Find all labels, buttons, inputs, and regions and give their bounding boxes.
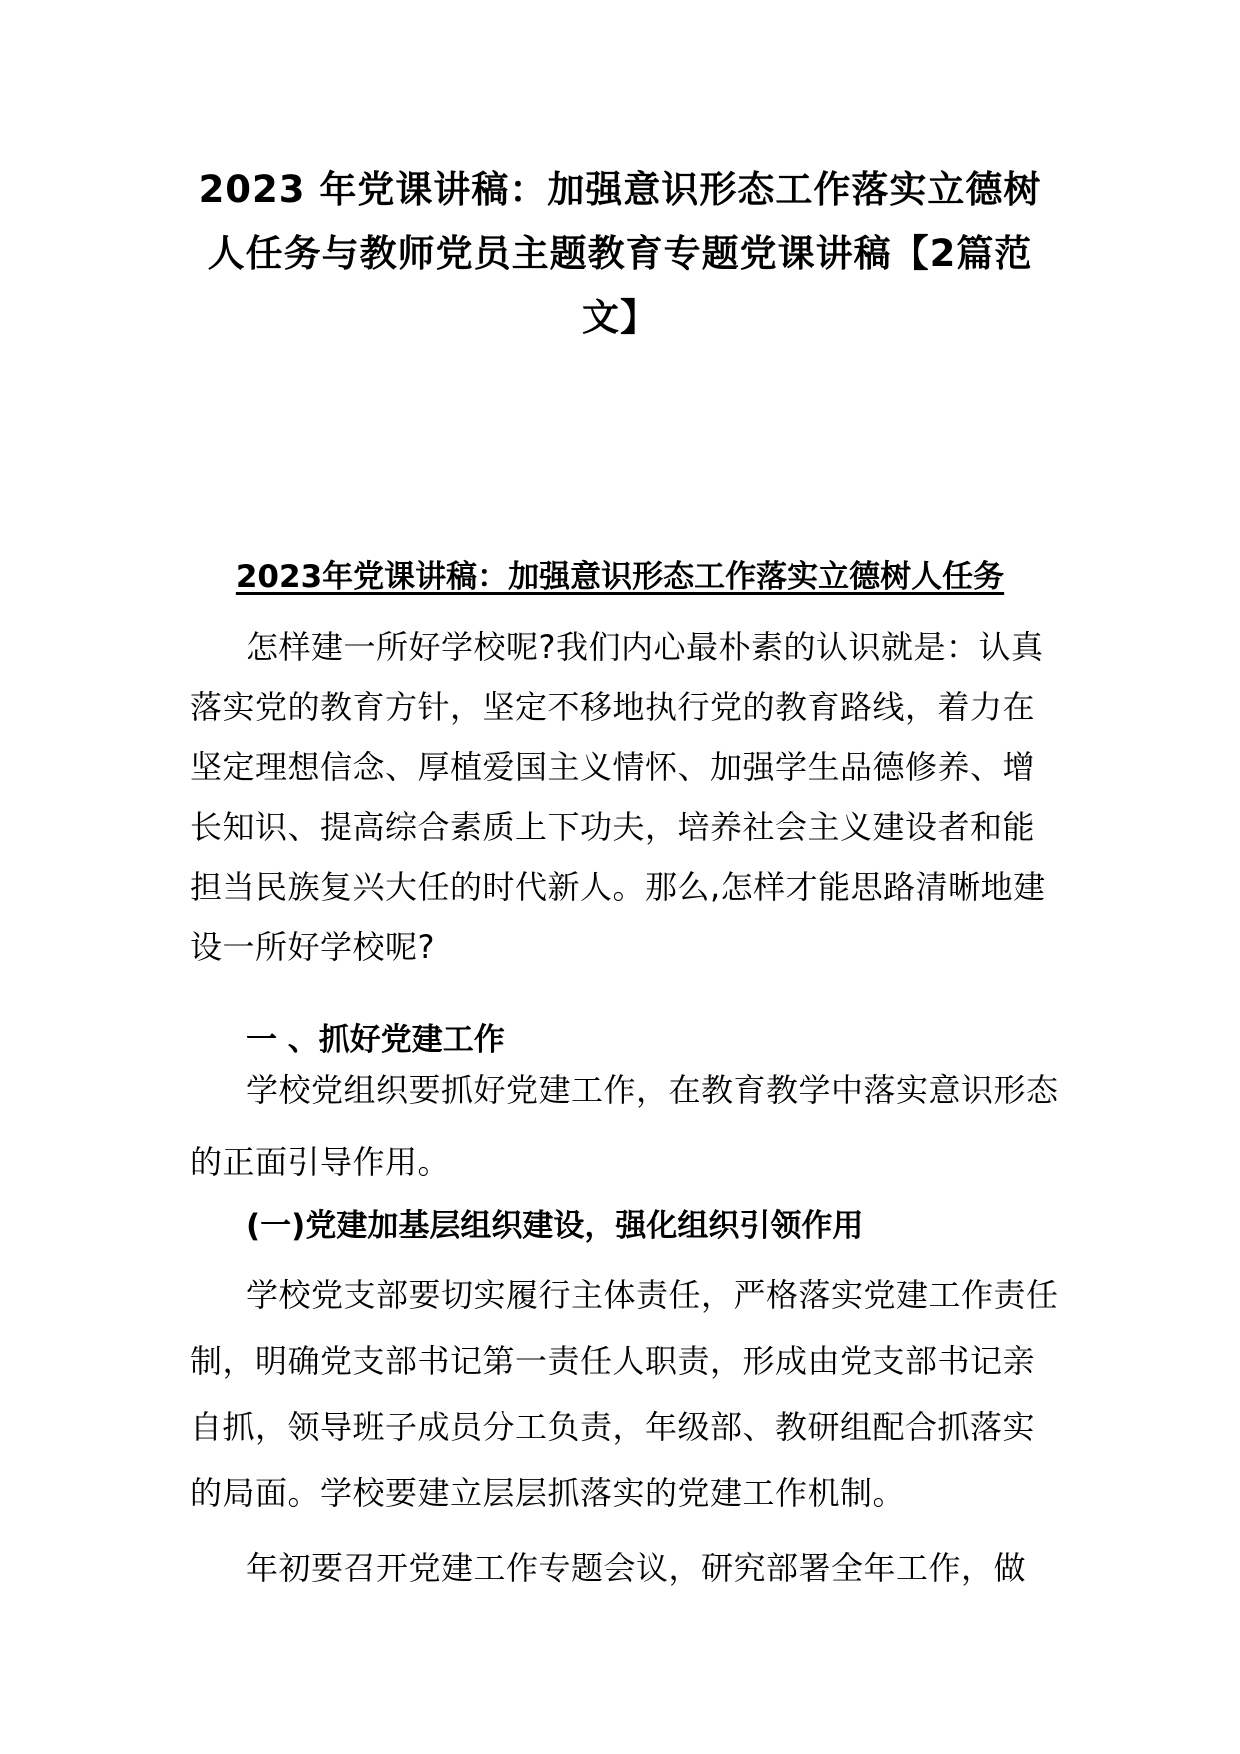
document-title: 2023 年党课讲稿：加强意识形态工作落实立德树人任务与教师党员主题教育专题党课讲稿【2篇范文】 [198,168,1042,339]
body-paragraph: 学校党组织要抓好党建工作，在教育教学中落实意识形态的正面引导作用。 [190,1071,1059,1181]
body-paragraph: 年初要召开党建工作专题会议，研究部署全年工作，做 [246,1549,1027,1587]
subsection-heading: (一)党建加基层组织建设，强化组织引领作用 [246,1208,864,1244]
section-title: 2023年党课讲稿：加强意识形态工作落实立德树人任务 [235,559,1005,595]
body-paragraph: 怎样建一所好学校呢?我们内心最朴素的认识就是：认真落实党的教育方针，坚定不移地执行党的教育路线，着力在坚定理想信念、厚植爱国主义情怀、加强学生品德修养、增长知识、提高综合素质上下功夫，培养社会主义建设者和能担当民族复兴大任的时代新人。那么,怎样才能思路清晰地建设一所好学校呢? [190,628,1046,966]
body-paragraph: 学校党支部要切实履行主体责任，严格落实党建工作责任制，明确党支部书记第一责任人职责，形成由党支部书记亲自抓，领导班子成员分工负责，年级部、教研组配合抓落实的局面。学校要建立层层抓落实的党建工作机制。 [190,1276,1059,1512]
section-heading: 一 、抓好党建工作 [246,1022,505,1058]
